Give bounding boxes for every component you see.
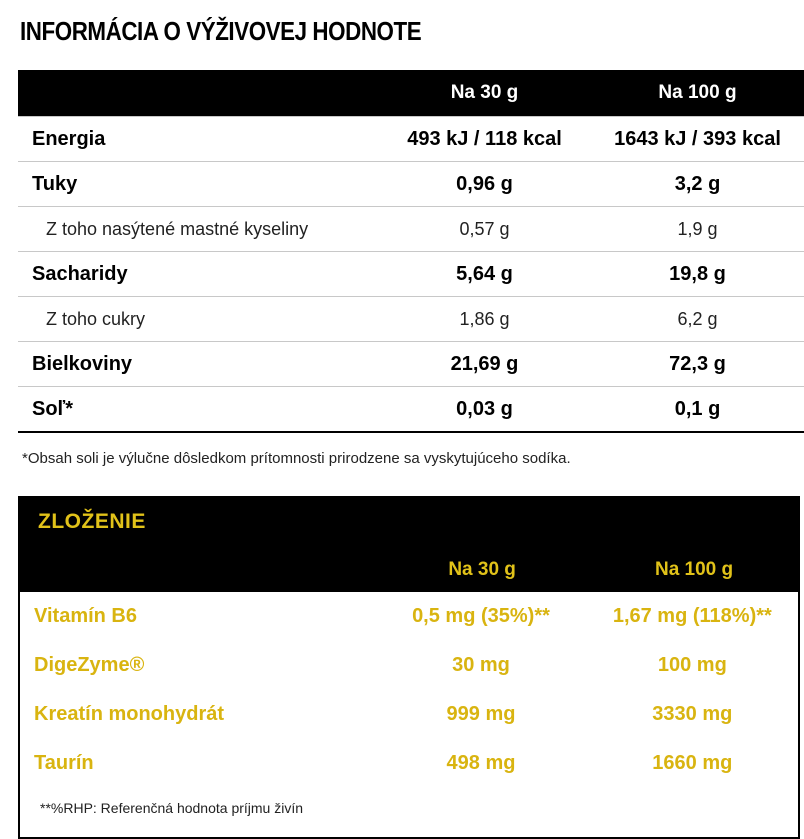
value-100g: 6,2 g [677, 308, 718, 329]
nutrition-table-header [18, 70, 804, 117]
value-100g: 0,1 g [674, 397, 721, 420]
value-100g: 1,9 g [677, 218, 718, 239]
value-30g: 0,57 g [459, 218, 510, 239]
table-row [18, 117, 804, 162]
row-label: Kreatín monohydrát [34, 703, 225, 725]
row-label: Sacharidy [32, 262, 128, 285]
table-row [20, 739, 798, 788]
column-header-30g: Na 30 g [450, 82, 519, 103]
value-30g: 999 mg [446, 703, 516, 725]
value-30g: 21,69 g [450, 352, 519, 375]
row-label: DigeZyme® [34, 654, 145, 676]
table-row [18, 207, 804, 252]
composition-title: ZLOŽENIE [38, 510, 146, 533]
table-row [18, 252, 804, 297]
value-100g: 1,67 mg (118%)** [612, 605, 772, 627]
salt-footnote: *Obsah soli je výlučne dôsledkom prítomnosti prirodzene sa vyskytujúceho sodíka. [22, 450, 571, 467]
value-30g: 1,86 g [459, 308, 510, 329]
column-header-30g: Na 30 g [448, 559, 516, 580]
composition-header [18, 548, 800, 592]
composition-panel [18, 496, 800, 839]
value-100g: 3330 mg [652, 703, 733, 725]
value-100g: 19,8 g [669, 262, 726, 285]
table-row [20, 690, 798, 739]
table-row [20, 592, 798, 641]
row-label: Z toho cukry [46, 308, 146, 329]
row-label: Vitamín B6 [34, 605, 137, 627]
table-row [18, 162, 804, 207]
row-label: Taurín [34, 752, 94, 774]
composition-table [20, 592, 798, 837]
value-30g: 30 mg [452, 654, 510, 676]
value-100g: 3,2 g [674, 172, 721, 195]
value-30g: 0,5 mg (35%)** [412, 605, 550, 627]
table-row [18, 387, 804, 431]
value-100g: 1643 kJ / 393 kcal [614, 127, 781, 150]
table-row [18, 342, 804, 387]
value-100g: 100 mg [657, 654, 727, 676]
table-row [18, 297, 804, 342]
column-header-100g: Na 100 g [658, 82, 737, 103]
value-100g: 72,3 g [669, 352, 726, 375]
row-label: Energia [32, 127, 106, 150]
row-label: Bielkoviny [32, 352, 133, 375]
rhp-footnote: **%RHP: Referenčná hodnota príjmu živín [40, 800, 304, 816]
table-row [20, 641, 798, 690]
row-label: Soľ* [32, 397, 74, 420]
nutrition-table [18, 70, 804, 433]
value-30g: 493 kJ / 118 kcal [407, 127, 562, 150]
value-100g: 1660 mg [652, 752, 733, 774]
page-title: INFORMÁCIA O VÝŽIVOVEJ HODNOTE [20, 16, 422, 46]
value-30g: 0,96 g [456, 172, 513, 195]
row-label: Z toho nasýtené mastné kyseliny [46, 218, 309, 239]
value-30g: 5,64 g [456, 262, 513, 285]
value-30g: 0,03 g [456, 397, 513, 420]
column-header-100g: Na 100 g [654, 559, 734, 580]
value-30g: 498 mg [446, 752, 516, 774]
row-label: Tuky [32, 172, 78, 195]
